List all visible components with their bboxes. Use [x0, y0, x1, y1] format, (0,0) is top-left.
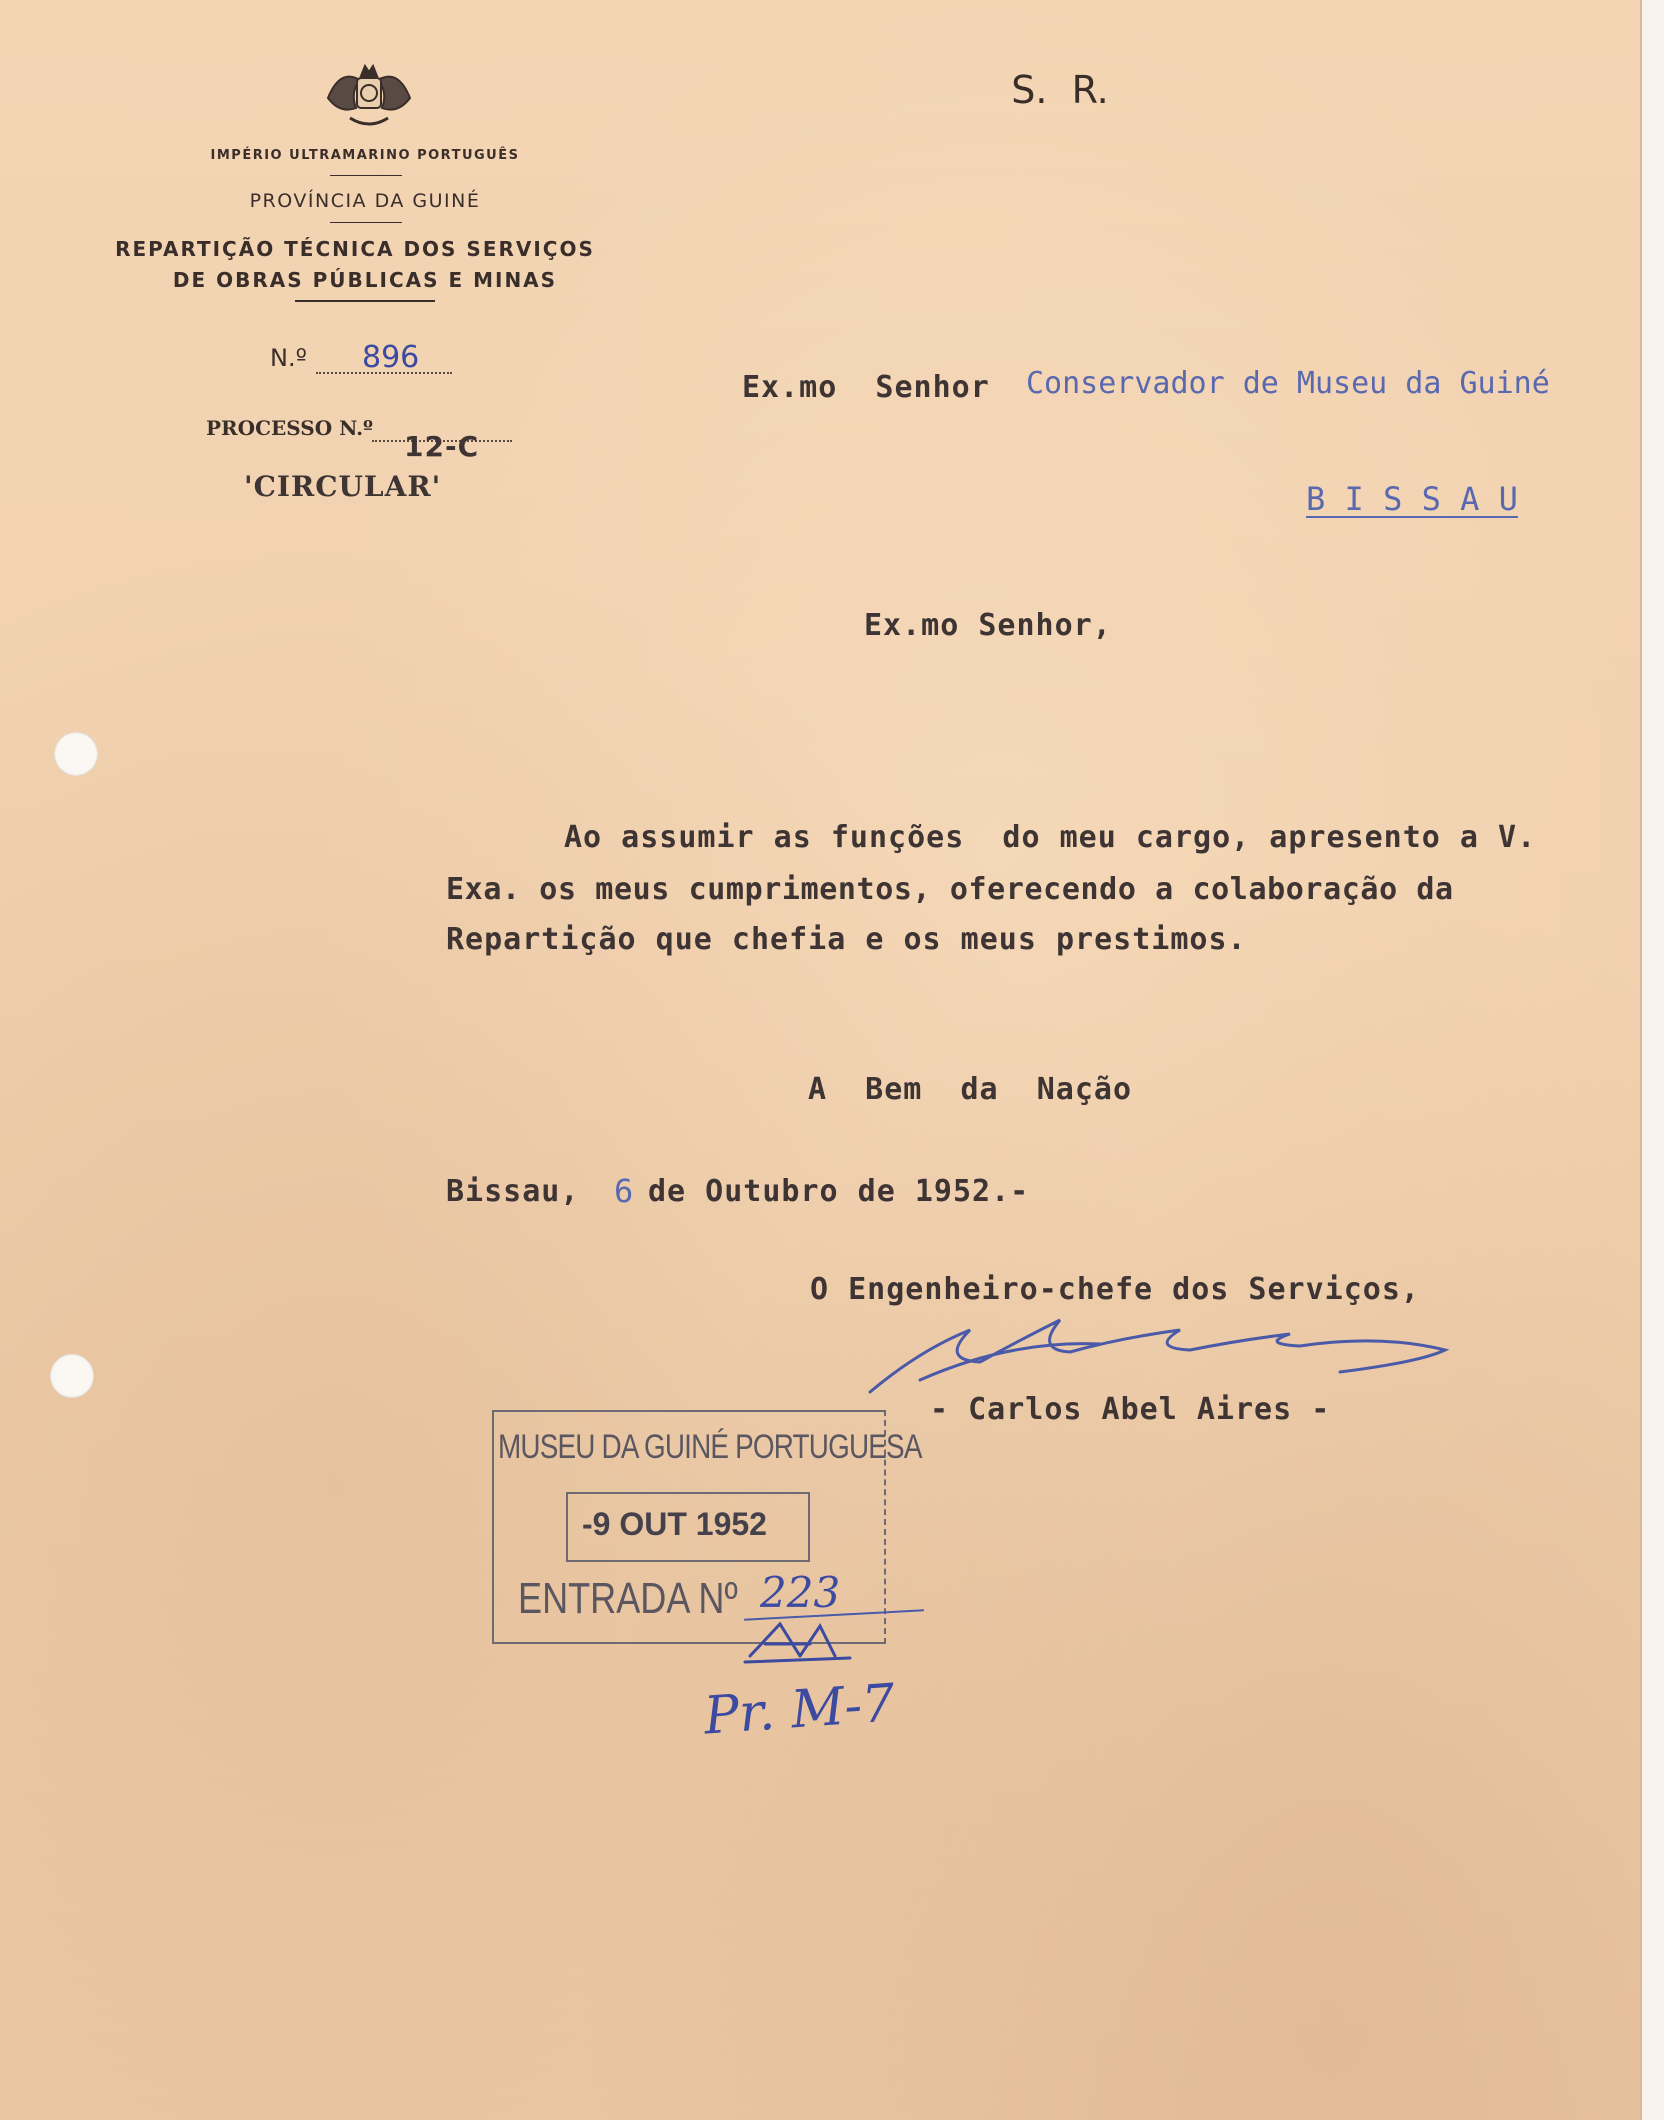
date-day: 6 — [614, 1172, 634, 1210]
handwritten-annotation: Pr. M-7 — [702, 1673, 897, 1747]
header-rule — [330, 175, 402, 176]
paper-edge — [1640, 0, 1664, 2120]
stamp-date: -9 OUT 1952 — [582, 1506, 767, 1542]
initials-image — [740, 1616, 860, 1676]
addressee-prefix: Ex.mo Senhor — [742, 370, 990, 405]
punch-hole-top — [54, 732, 98, 776]
addressee-city: B I S S A U — [1306, 480, 1518, 518]
coat-of-arms-icon — [320, 58, 418, 136]
signatory-name: - Carlos Abel Aires - — [930, 1392, 1331, 1427]
stamp-entry-number: 223 — [760, 1568, 841, 1617]
circular-label: 'CIRCULAR' — [244, 470, 442, 503]
header-underline — [295, 300, 435, 302]
date-rest: de Outubro de 1952.- — [648, 1174, 1030, 1209]
date-prefix: Bissau, — [446, 1174, 580, 1209]
body-line-3: Repartição que chefia e os meus prestimos. — [446, 922, 1247, 957]
salutation: Ex.mo Senhor, — [864, 608, 1112, 643]
department-heading-line1: REPARTIÇÃO TÉCNICA DOS SERVIÇOS — [115, 237, 595, 261]
empire-heading: IMPÉRIO ULTRAMARINO PORTUGUÊS — [210, 148, 520, 163]
process-value: 12-C — [404, 430, 480, 463]
stamp-museum-name: MUSEU DA GUINÉ PORTUGUESA — [498, 1428, 922, 1466]
province-heading: PROVÍNCIA DA GUINÉ — [249, 190, 481, 212]
stamp-entry-label: ENTRADA Nº — [518, 1574, 738, 1623]
top-right-mark: S. R. — [1011, 68, 1109, 112]
punch-hole-bottom — [50, 1354, 94, 1398]
body-line-1: Ao assumir as funções do meu cargo, apresento a V. — [564, 820, 1537, 855]
number-value: 896 — [362, 340, 420, 375]
signature-image — [860, 1310, 1510, 1400]
closing-formula: A Bem da Nação — [808, 1072, 1133, 1107]
process-label: PROCESSO N.º — [206, 416, 374, 440]
signatory-title: O Engenheiro-chefe dos Serviços, — [810, 1272, 1420, 1307]
number-label: N.º — [270, 344, 307, 372]
addressee-name: Conservador de Museu da Guiné — [1026, 366, 1550, 401]
department-heading-line2: DE OBRAS PÚBLICAS E MINAS — [172, 268, 558, 292]
body-line-2: Exa. os meus cumprimentos, oferecendo a colaboração da — [446, 872, 1454, 907]
header-rule — [330, 222, 402, 223]
